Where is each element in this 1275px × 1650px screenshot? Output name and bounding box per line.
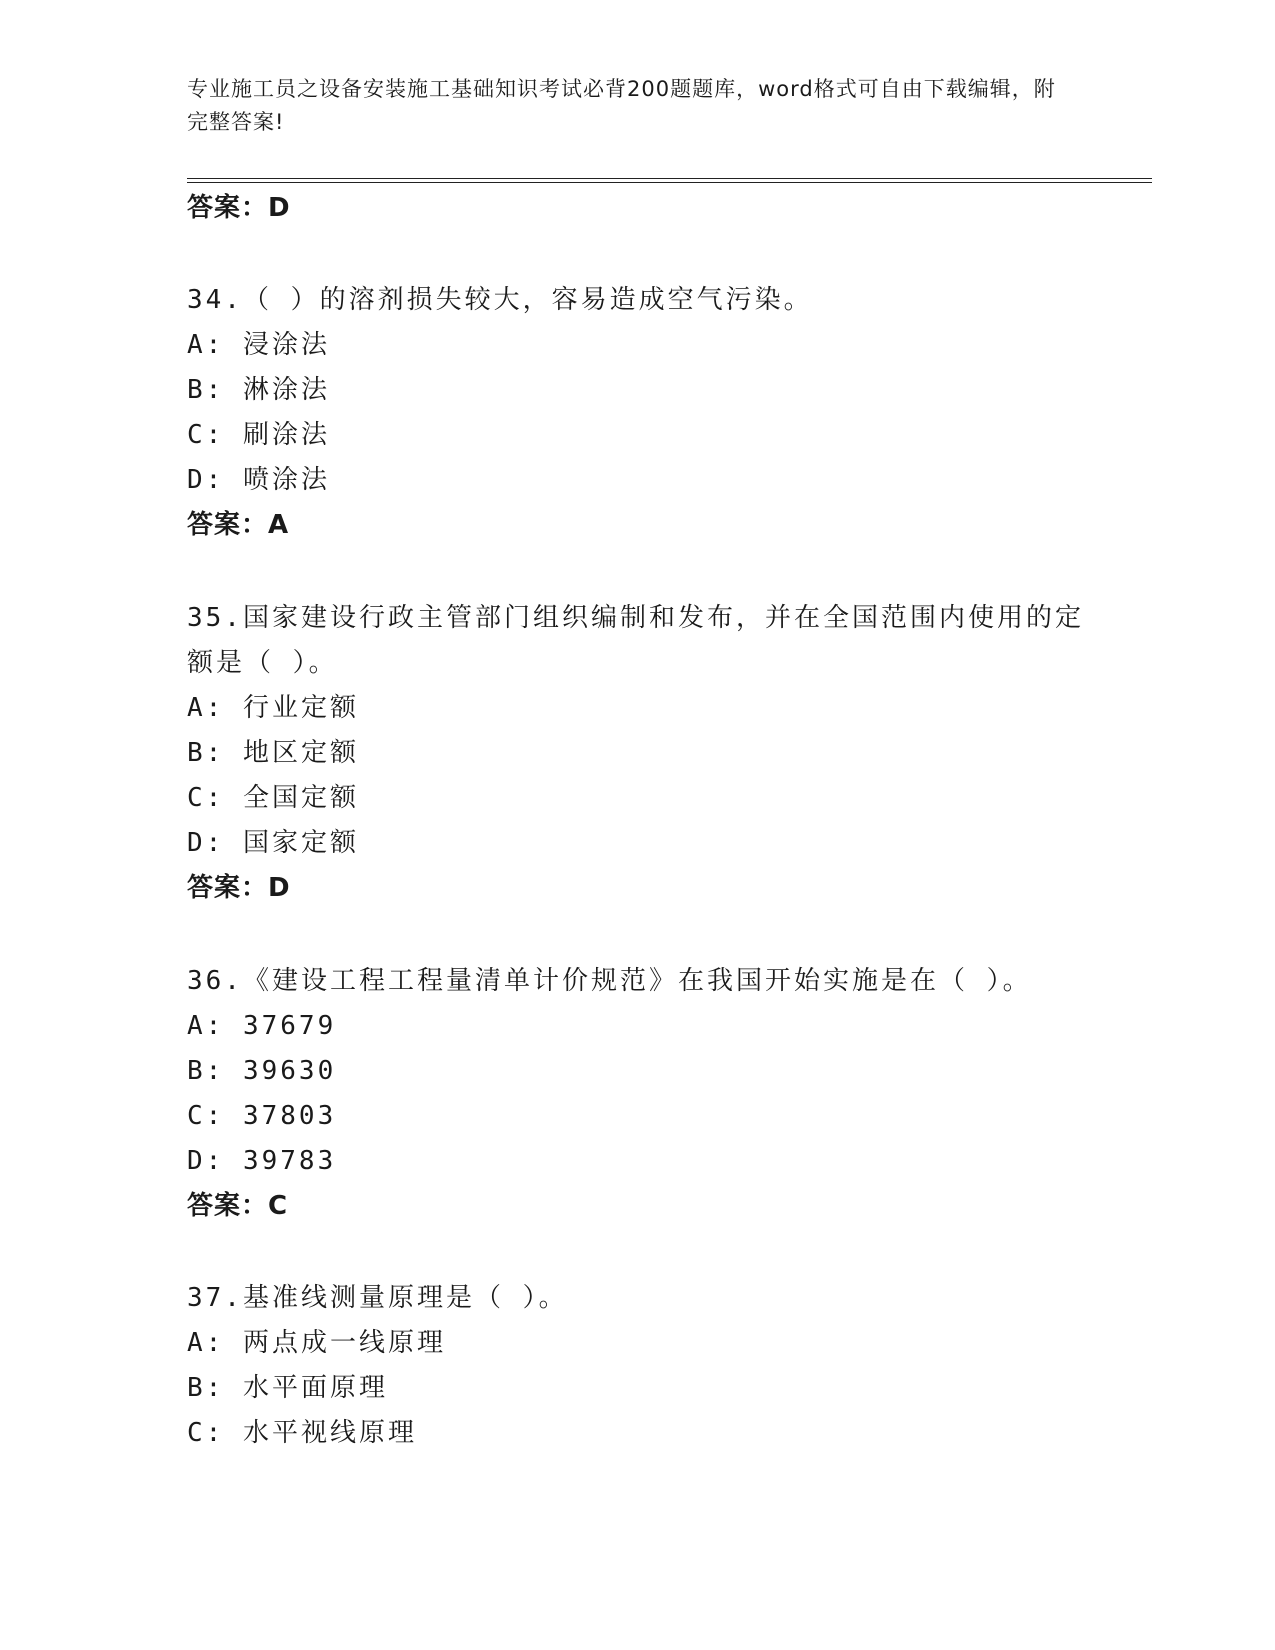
answer-line: 答案：D — [187, 873, 291, 903]
option-c: C: 水平视线原理 — [187, 1418, 417, 1448]
option-a: A: 行业定额 — [187, 693, 359, 723]
option-b: B: 39630 — [187, 1056, 337, 1086]
option-a: A: 两点成一线原理 — [187, 1328, 446, 1358]
document-header: 专业施工员之设备安装施工基础知识考试必背200题题库，word格式可自由下载编辑，附完整答案! — [187, 77, 1056, 134]
option-a: A: 浸涂法 — [187, 330, 330, 360]
option-c: C: 全国定额 — [187, 783, 359, 813]
question-stem: 35.国家建设行政主管部门组织编制和发布，并在全国范围内使用的定 — [187, 603, 1084, 633]
option-b: B: 淋涂法 — [187, 375, 330, 405]
answer-line: 答案：D — [187, 193, 291, 223]
question-stem: 37.基准线测量原理是（ ）。 — [187, 1283, 568, 1313]
option-d: D: 39783 — [187, 1146, 337, 1176]
question-stem: 34.（ ）的溶剂损失较大，容易造成空气污染。 — [187, 285, 813, 315]
question-stem-continued: 额是（ ）。 — [187, 648, 338, 678]
option-d: D: 国家定额 — [187, 828, 359, 858]
question-stem: 36.《建设工程工程量清单计价规范》在我国开始实施是在（ ）。 — [187, 966, 1032, 996]
answer-line: 答案：C — [187, 1191, 289, 1221]
header-divider-bottom — [187, 182, 1152, 183]
option-a: A: 37679 — [187, 1011, 337, 1041]
answer-line: 答案：A — [187, 510, 290, 540]
option-c: C: 刷涂法 — [187, 420, 330, 450]
option-c: C: 37803 — [187, 1101, 337, 1131]
option-b: B: 地区定额 — [187, 738, 359, 768]
option-b: B: 水平面原理 — [187, 1373, 388, 1403]
option-d: D: 喷涂法 — [187, 465, 330, 495]
header-divider-top — [187, 178, 1152, 179]
